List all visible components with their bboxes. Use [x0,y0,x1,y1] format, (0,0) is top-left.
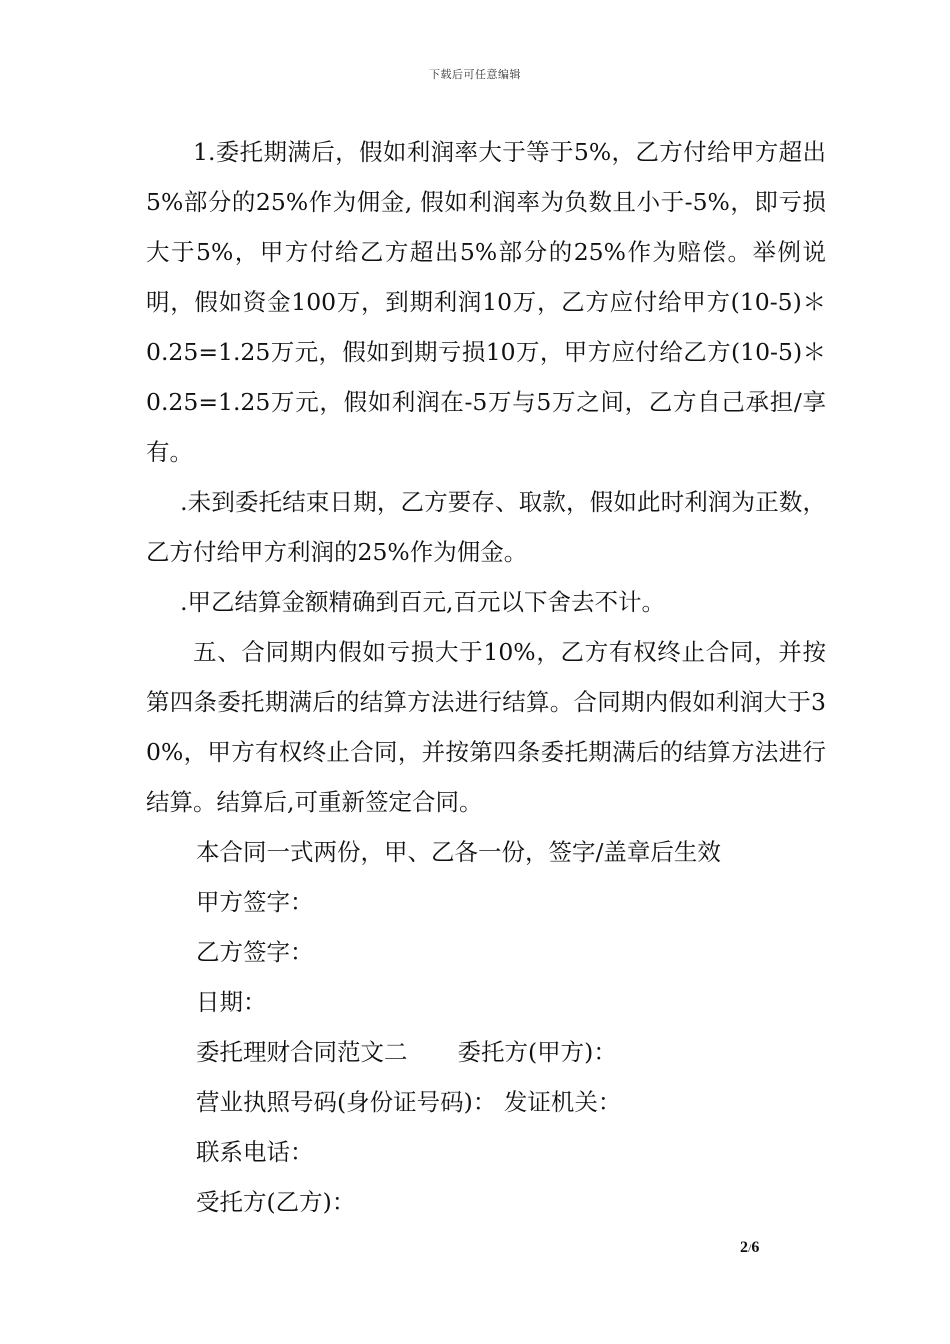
trustee-label: 受托方(乙方)： [196,1188,356,1216]
party-a-signature-label: 甲方签字： [196,888,314,916]
clause-rounding: .甲乙结算金额精确到百元,百元以下舍去不计。 [180,588,666,616]
issuing-authority-label: 发证机关： [503,1088,622,1116]
page-separator: / [748,1241,752,1255]
page-header: 下载后可任意编辑 [429,68,521,81]
party-b-signature-label: 乙方签字： [196,938,314,966]
entrustor-label: 委托方(甲方)： [457,1038,617,1066]
license-line [146,1077,826,1127]
page-number [740,1239,759,1257]
clause-settlement-commission: 1.委托期满后，假如利润率大于等于5%，乙方付给甲方超出5%部分的25%作为佣金, 假如利润率为负数且小于-5%，即亏损大于5%，甲方付给乙方超出5%部分的25%作为赔偿。举例说明，假如资金100万，到期利润10万，乙方应付给甲方(10-5)＊ 0.25=1.25万元，假如到期亏损10万，甲方应付给乙方(10-5)＊ 0.25=1.25万元，假如利润在-5万与5万之间，乙方自己承担/享有。 [146,138,826,466]
document-body [146,127,826,1227]
clause-early-withdrawal: .未到委托结束日期，乙方要存、取款，假如此时利润为正数，乙方付给甲方利润的25%作为佣金。 [146,488,826,566]
contract-two-line [146,1027,826,1077]
contract-two-title: 委托理财合同范文二 [196,1038,408,1066]
clause-termination: 五、合同期内假如亏损大于10%，乙方有权终止合同，并按第四条委托期满后的结算方法进行结算。合同期内假如利润大于30%，甲方有权终止合同，并按第四条委托期满后的结算方法进行结算。结算后,可重新签定合同。 [146,638,826,816]
copies-statement: 本合同一式两份，甲、乙各一份，签字/盖章后生效 [196,838,721,866]
license-number-label: 营业执照号码(身份证号码)： [196,1088,497,1116]
total-pages: 6 [751,1239,760,1256]
current-page: 2 [740,1239,748,1256]
phone-label: 联系电话： [196,1138,314,1166]
date-label: 日期： [196,988,267,1016]
